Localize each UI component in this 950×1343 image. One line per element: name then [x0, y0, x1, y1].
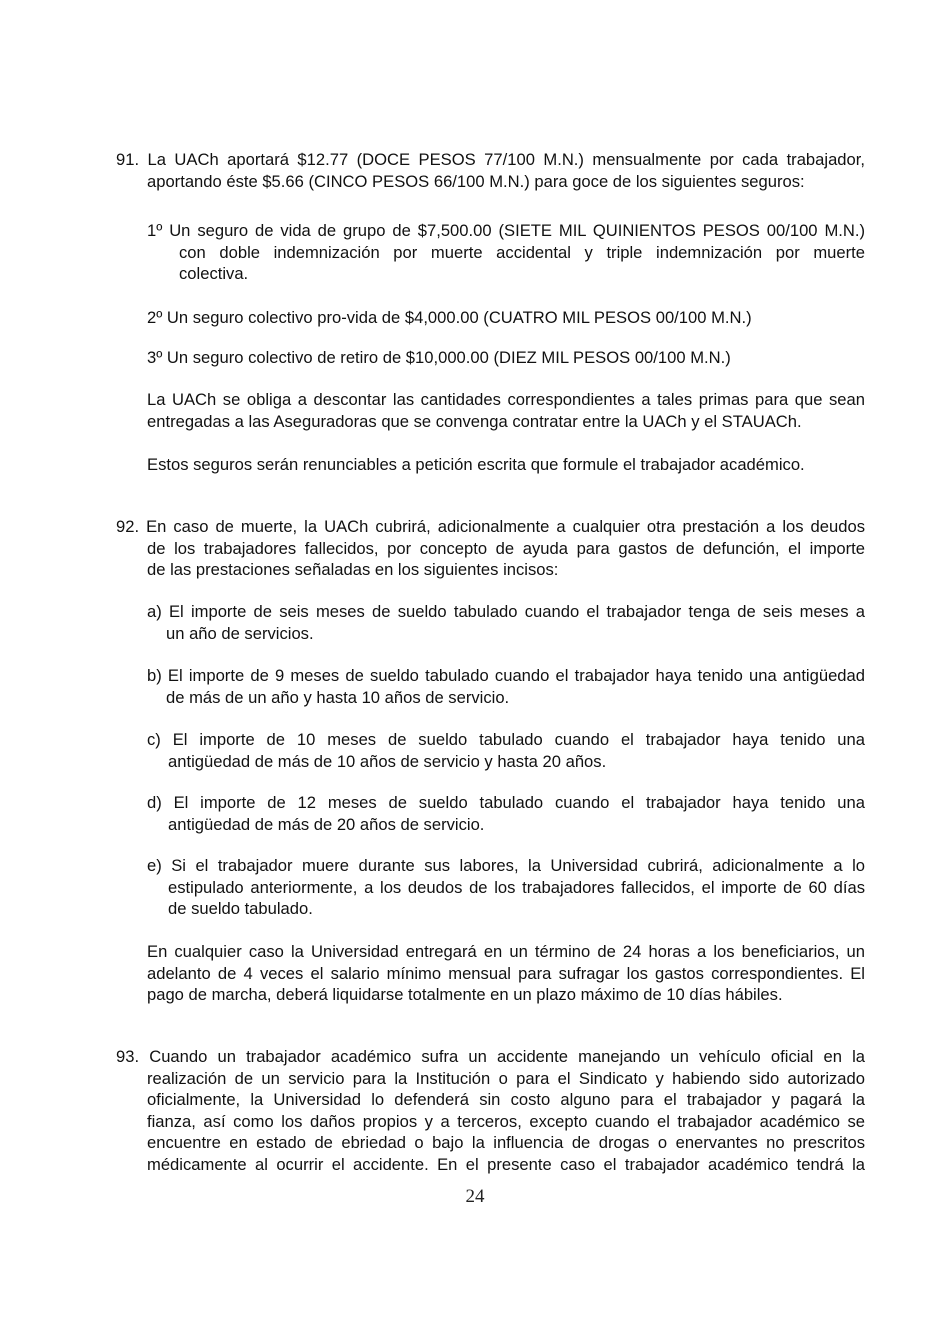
paragraph-clause-91-item-2 — [147, 307, 865, 329]
text-line: antigüedad de más de 20 años de servicio. — [168, 814, 485, 834]
paragraph-clause-91-item-3 — [147, 347, 865, 369]
text-line: oficialmente, la Universidad lo defenderá sin costo alguno para el trabajador y pagará la — [147, 1090, 865, 1109]
text-line: 92. En caso de muerte, la UACh cubrirá, adicionalmente a cualquier otra prestación a los deudos — [116, 517, 865, 536]
text-line: pago de marcha, deberá liquidarse totalmente en un plazo máximo de 10 días hábiles. — [147, 985, 783, 1004]
text-line: de sueldo tabulado. — [168, 899, 313, 918]
page-number: 24 — [465, 1186, 485, 1207]
text-line: aportando éste $5.66 (CINCO PESOS 66/100 M.N.) para goce de los siguientes seguros: — [147, 171, 805, 191]
paragraph-clause-92 — [116, 516, 865, 581]
text-line: encuentre en estado de ebriedad o bajo la influencia de drogas o enervantes no prescritos — [147, 1133, 865, 1152]
text-line: fianza, así como los daños propios y a terceros, excepto cuando el trabajador académico se — [147, 1111, 865, 1131]
text-line: de más de un año y hasta 10 años de servicio. — [166, 687, 510, 707]
text-line: 91. La UACh aportará $12.77 (DOCE PESOS 77/100 M.N.) mensualmente por cada trabajador, — [116, 150, 865, 169]
text-line: realización de un servicio para la Institución o para el Sindicato y habiendo sido autorizado — [147, 1068, 865, 1088]
paragraph-clause-92-b — [147, 665, 865, 708]
text-line: a) El importe de seis meses de sueldo tabulado cuando el trabajador tenga de seis meses a — [147, 602, 865, 621]
text-line: c) El importe de 10 meses de sueldo tabulado cuando el trabajador haya tenido una — [147, 730, 865, 749]
text-line: médicamente al ocurrir el accidente. En el presente caso el trabajador académico tendrá la — [147, 1154, 865, 1174]
text-line: b) El importe de 9 meses de sueldo tabulado cuando el trabajador haya tenido una antigüedad — [147, 666, 865, 685]
text-line: antigüedad de más de 10 años de servicio y hasta 20 años. — [168, 751, 607, 771]
paragraph-clause-91-waiver — [147, 454, 865, 476]
text-line: con doble indemnización por muerte accidental y triple indemnización por muerte — [179, 242, 865, 262]
text-line: 2º Un seguro colectivo pro-vida de $4,000.00 (CUATRO MIL PESOS 00/100 M.N.) — [147, 308, 752, 327]
text-line: e) Si el trabajador muere durante sus labores, la Universidad cubrirá, adicionalmente a lo — [147, 856, 865, 875]
text-line: 93. Cuando un trabajador académico sufra un accidente manejando un vehículo oficial en la — [116, 1047, 865, 1066]
paragraph-clause-92-d — [147, 792, 865, 835]
text-line: Estos seguros serán renunciables a petición escrita que formule el trabajador académico. — [147, 455, 805, 474]
text-line: entregadas a las Aseguradoras que se convenga contratar entre la UACh y el STAUACh. — [147, 411, 802, 431]
text-line: 3º Un seguro colectivo de retiro de $10,000.00 (DIEZ MIL PESOS 00/100 M.N.) — [147, 348, 731, 367]
paragraph-clause-92-c — [147, 729, 865, 772]
paragraph-clause-91-item-1 — [147, 220, 865, 285]
text-line: de las prestaciones señaladas en los siguientes incisos: — [147, 560, 559, 579]
text-line: un año de servicios. — [166, 623, 314, 643]
text-line: La UACh se obliga a descontar las cantidades correspondientes a tales primas para que sean — [147, 390, 865, 409]
paragraph-clause-91-obligation — [147, 389, 865, 432]
text-line: d) El importe de 12 meses de sueldo tabulado cuando el trabajador haya tenido una — [147, 793, 865, 812]
paragraph-clause-91 — [116, 149, 865, 192]
text-line: estipulado anteriormente, a los deudos de los trabajadores fallecidos, el importe de 60 días — [168, 877, 865, 897]
paragraph-clause-93 — [116, 1046, 865, 1175]
paragraph-clause-92-e — [147, 855, 865, 920]
text-line: 1º Un seguro de vida de grupo de $7,500.00 (SIETE MIL QUINIENTOS PESOS 00/100 M.N.) — [147, 221, 865, 240]
paragraph-clause-92-advance — [147, 941, 865, 1006]
text-line: adelanto de 4 veces el salario mínimo mensual para sufragar los gastos correspondientes. El — [147, 963, 865, 983]
text-line: En cualquier caso la Universidad entregará en un término de 24 horas a los beneficiarios, un — [147, 942, 865, 961]
text-line: colectiva. — [179, 264, 249, 283]
text-line: de los trabajadores fallecidos, por concepto de ayuda para gastos de defunción, el importe — [147, 538, 865, 558]
paragraph-clause-92-a — [147, 601, 865, 644]
